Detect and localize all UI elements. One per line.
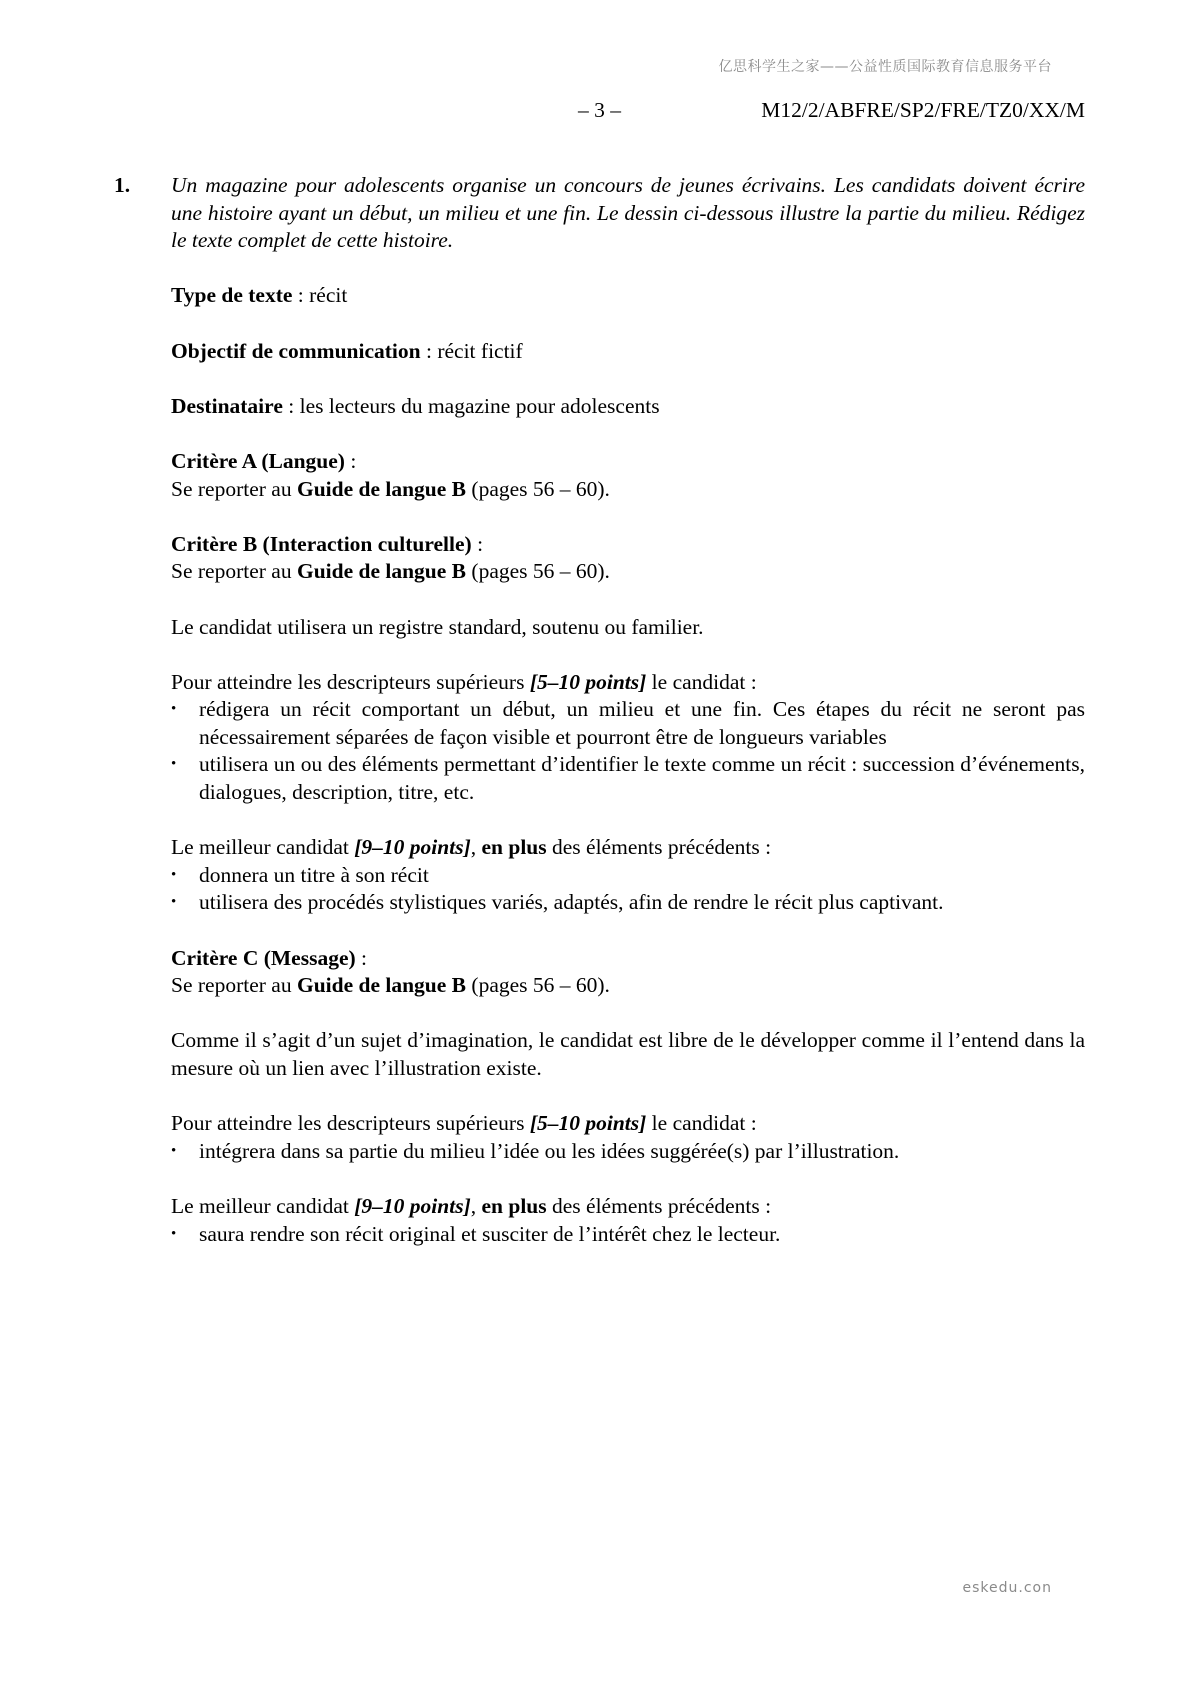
bullet-icon: • [171, 1142, 177, 1159]
critere-c-meilleur-list [171, 1221, 1085, 1249]
critere-c-superieurs-list [171, 1138, 1085, 1166]
question-1 [114, 172, 1085, 255]
page-content [114, 172, 1085, 1248]
list-item: • utilisera un ou des éléments permettant d’identifier le texte comme un récit : succession d’événements, dialogues, description, titre, etc. [171, 752, 1085, 805]
critere-c-superieurs-intro: Pour atteindre les descripteurs supérieurs [5–10 points] le candidat : [171, 1111, 757, 1136]
critere-b-meilleur-list [171, 862, 1085, 917]
list-item: • rédigera un récit comportant un début, un milieu et une fin. Ces étapes du récit ne seront pas nécessairement séparées de façon visible et pourront être de longueurs variables [171, 697, 1085, 749]
type-texte: Type de texte : récit [171, 283, 348, 308]
critere-b-meilleur-intro: Le meilleur candidat [9–10 points], en plus des éléments précédents : [171, 835, 772, 860]
objectif: Objectif de communication : récit fictif [171, 338, 523, 363]
page-header [0, 98, 1190, 128]
bullet-icon: • [171, 866, 177, 883]
critere-b-superieurs-list [171, 696, 1085, 806]
list-item: • saura rendre son récit original et susciter de l’intérêt chez le lecteur. [171, 1221, 1085, 1249]
critere-c-imagination: Comme il s’agit d’un sujet d’imagination, le candidat est libre de le développer comme il l’entend dans la mesure où un lien avec l’illustration existe. [171, 1028, 1085, 1080]
destinataire-label: Destinataire [171, 393, 283, 418]
critere-c-meilleur [171, 1193, 1085, 1248]
question-number: 1. [114, 173, 131, 197]
document-code: M12/2/ABFRE/SP2/FRE/TZ0/XX/M [761, 98, 1085, 122]
page-number: – 3 – [578, 98, 621, 122]
critere-b-meilleur [171, 834, 1085, 917]
bullet-icon: • [171, 701, 177, 718]
critere-c-title: Critère C (Message) : [171, 945, 368, 970]
critere-b-ref: Se reporter au Guide de langue B (pages 56 – 60). [171, 559, 610, 584]
bullet-icon: • [171, 756, 177, 773]
critere-c-meilleur-intro: Le meilleur candidat [9–10 points], en plus des éléments précédents : [171, 1193, 772, 1218]
critere-b-superieurs-intro: Pour atteindre les descripteurs supérieurs [5–10 points] le candidat : [171, 669, 757, 694]
critere-a [171, 448, 1085, 503]
list-item: • intégrera dans sa partie du milieu l’idée ou les idées suggérée(s) par l’illustration. [171, 1138, 1085, 1166]
question-prompt: Un magazine pour adolescents organise un concours de jeunes écrivains. Les candidats doivent écrire une histoire ayant un début, un milieu et une fin. Le dessin ci-dessous illustre la partie du milieu. Rédigez le texte complet de cette histoire. [171, 173, 1085, 253]
type-texte-label: Type de texte [171, 283, 293, 308]
critere-a-title: Critère A (Langue) : [171, 448, 357, 473]
watermark-top: 亿思科学生之家——公益性质国际教育信息服务平台 [718, 59, 1052, 75]
critere-b-registre: Le candidat utilisera un registre standard, soutenu ou familier. [171, 614, 704, 639]
bullet-icon: • [171, 894, 177, 911]
type-texte-value: récit [309, 283, 348, 308]
critere-b [171, 531, 1085, 586]
critere-b-title: Critère B (Interaction culturelle) : [171, 531, 484, 556]
objectif-value: récit fictif [437, 338, 523, 363]
watermark-bottom: eskedu.con [962, 1580, 1052, 1596]
bullet-icon: • [171, 1225, 177, 1242]
list-item: • donnera un titre à son récit [171, 862, 1085, 890]
destinataire: Destinataire : les lecteurs du magazine pour adolescents [171, 393, 660, 418]
critere-c [171, 945, 1085, 1000]
critere-b-superieurs [171, 669, 1085, 807]
list-item: • utilisera des procédés stylistiques variés, adaptés, afin de rendre le récit plus captivant. [171, 889, 1085, 917]
critere-c-ref: Se reporter au Guide de langue B (pages 56 – 60). [171, 973, 610, 998]
critere-c-superieurs [171, 1110, 1085, 1165]
destinataire-value: les lecteurs du magazine pour adolescents [299, 393, 660, 418]
critere-a-ref: Se reporter au Guide de langue B (pages 56 – 60). [171, 476, 610, 501]
objectif-label: Objectif de communication [171, 338, 421, 363]
